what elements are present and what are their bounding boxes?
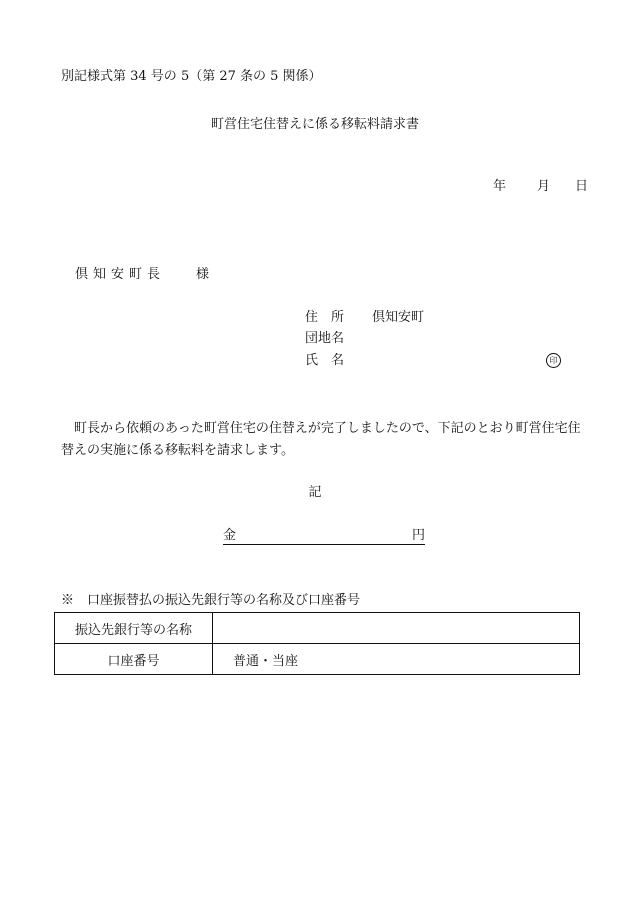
address-field[interactable]: 倶知安町 (372, 310, 425, 325)
date-day-field[interactable]: 日 (575, 179, 589, 194)
amount-suffix: 円 (411, 528, 425, 543)
account-number-label: 口座番号 (55, 644, 213, 675)
date-month-field[interactable]: 月 (537, 179, 551, 194)
name-label: 氏名 (305, 353, 358, 368)
bank-name-label: 振込先銀行等の名称 (55, 613, 213, 644)
bank-account-note: ※ 口座振替払の振込先銀行等の名称及び口座番号 (61, 593, 361, 608)
amount-prefix: 金 (223, 528, 237, 543)
account-type-field[interactable]: 普通・当座 (213, 644, 580, 675)
bank-account-table (54, 612, 580, 675)
form-number: 別記様式第 34 号の 5（第 27 条の 5 関係） (61, 69, 322, 84)
amount-field[interactable] (223, 528, 425, 545)
address-label: 住所 (305, 310, 358, 325)
request-body-text: 町長から依頼のあった町営住宅の住替えが完了しましたので、下記のとおり町営住宅住替えの実施に係る移転料を請求します。 (61, 421, 581, 458)
addressee-suffix: 様 (196, 267, 210, 282)
addressee: 倶知安町長 (75, 267, 166, 282)
bank-name-field[interactable] (213, 613, 580, 644)
seal-mark-icon: 印 (546, 353, 561, 368)
document-title: 町営住宅住替えに係る移転料請求書 (210, 117, 419, 132)
table-row (55, 613, 580, 644)
complex-name-label: 団地名 (305, 331, 345, 346)
table-row (55, 644, 580, 675)
date-year-field[interactable]: 年 (493, 179, 507, 194)
ki-heading: 記 (308, 485, 322, 500)
